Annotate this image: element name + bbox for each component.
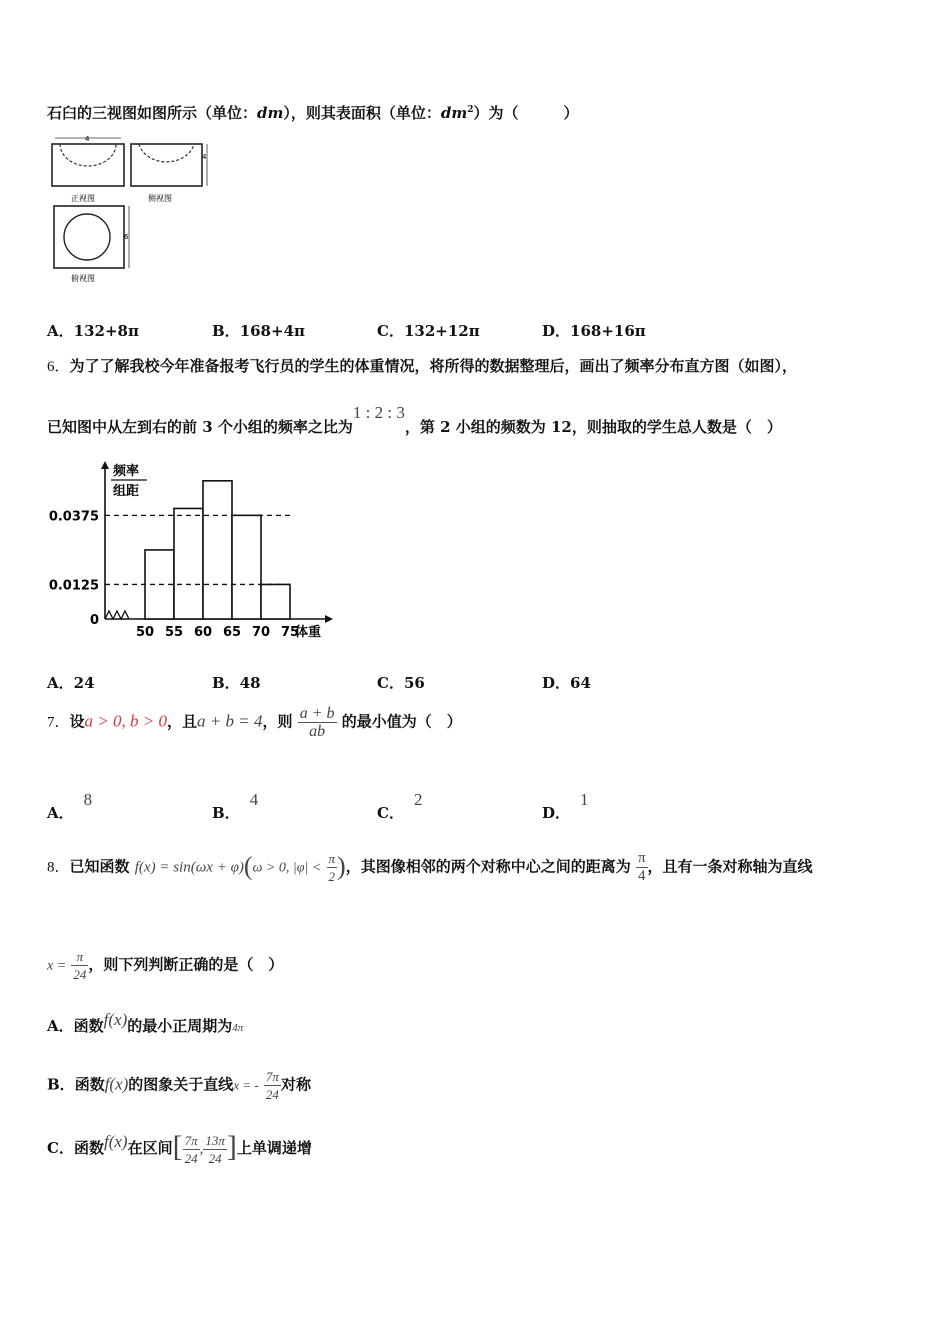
q7-option-d[interactable]: D．1 (542, 790, 589, 822)
q6-stem-line1: 6．为了了解我校今年准备报考飞行员的学生的体重情况，将所得的数据整理后，画出了频率分布直方图（如图）， (47, 357, 798, 375)
q6-option-b[interactable]: B．48 (212, 674, 261, 692)
q6-option-c[interactable]: C．56 (377, 674, 425, 692)
q8-option-a[interactable]: A．函数f(x)的最小正周期为4π (47, 1010, 244, 1035)
x-tick-label: 70 (251, 625, 271, 640)
q7-option-b[interactable]: B．4 (212, 790, 259, 822)
q6-stem-line2: 已知图中从左到右的前 3 个小组的频率之比为1 : 2 : 3，第 2 小组的频数为 12，则抽取的学生总人数是（ ） (47, 403, 782, 436)
x-tick-label: 55 (164, 625, 184, 640)
x-tick-label: 65 (222, 625, 242, 640)
q6-option-a[interactable]: A．24 (47, 674, 95, 692)
q5-option-c[interactable]: C．132+12π (377, 322, 480, 340)
x-tick-label: 50 (135, 625, 155, 640)
histogram-bar (232, 515, 261, 619)
side-height-label: 4 (202, 153, 207, 161)
y-tick-label: 0.0375 (48, 509, 99, 525)
y-axis-label-top: 频率 (113, 464, 140, 479)
top-view-label: 俯视图 (71, 274, 95, 283)
x-axis-label: 体重 (295, 625, 322, 640)
axis-break (105, 611, 129, 619)
front-width-label: 4 (85, 135, 90, 143)
q7-stem: 7．设a > 0, b > 0，且a + b = 4，则 $\frac{a + b}{ab}$ 的最小值为（ ） (47, 705, 462, 740)
x-axis-arrow (325, 615, 333, 623)
q8-option-c[interactable]: C．函数f(x)在区间[ $\frac{7\pi}{24}$ , $\frac{13\pi}{24}$ ]上单调递增 (47, 1130, 312, 1166)
frequency-histogram (45, 455, 345, 645)
histogram-bar (203, 481, 232, 619)
y-axis-label-bottom: 组距 (113, 484, 140, 499)
histogram-bar (261, 584, 290, 619)
histogram-bar (174, 508, 203, 619)
side-view-label: 侧视图 (148, 194, 172, 203)
q8-option-b[interactable]: B．函数f(x)的图象关于直线x = - $\frac{7\pi}{24}$ 对称 (47, 1069, 311, 1102)
q5-stem: 石臼的三视图如图所示（单位：dm），则其表面积（单位：$dm^2$）为（ ） (47, 104, 579, 122)
x-tick-label: 75 (280, 625, 300, 640)
q8-stem-line2: x = $\frac{\pi}{24}$ ，则下列判断正确的是（ ） (47, 949, 284, 982)
x-tick-label: 60 (193, 625, 213, 640)
q8-stem-line1: 8．已知函数 f(x) = sin(ωx + φ)(ω > 0, |φ| < $\frac{\pi}{2}$ )，其图像相邻的两个对称中心之间的距离为 $\frac{\pi}{4}$ ，且有一条对称轴为直线 (47, 850, 813, 884)
top-dim-label: 6 (124, 233, 129, 241)
q5-option-a[interactable]: A．132+8π (47, 322, 139, 340)
q7-option-c[interactable]: C．2 (377, 790, 423, 822)
q7-option-a[interactable]: A．8 (47, 790, 93, 822)
y-axis-arrow (101, 461, 109, 469)
q5-option-b[interactable]: B．168+4π (212, 322, 305, 340)
three-view-figure (45, 132, 225, 292)
y-tick-label: 0.0125 (48, 578, 99, 594)
q7-fraction: $\frac{a + b}{ab}$ (299, 705, 335, 740)
y-tick-label: 0 (89, 613, 99, 628)
q6-option-d[interactable]: D．64 (542, 674, 591, 692)
q5-option-d[interactable]: D．168+16π (542, 322, 646, 340)
front-view-label: 正视图 (71, 194, 95, 203)
